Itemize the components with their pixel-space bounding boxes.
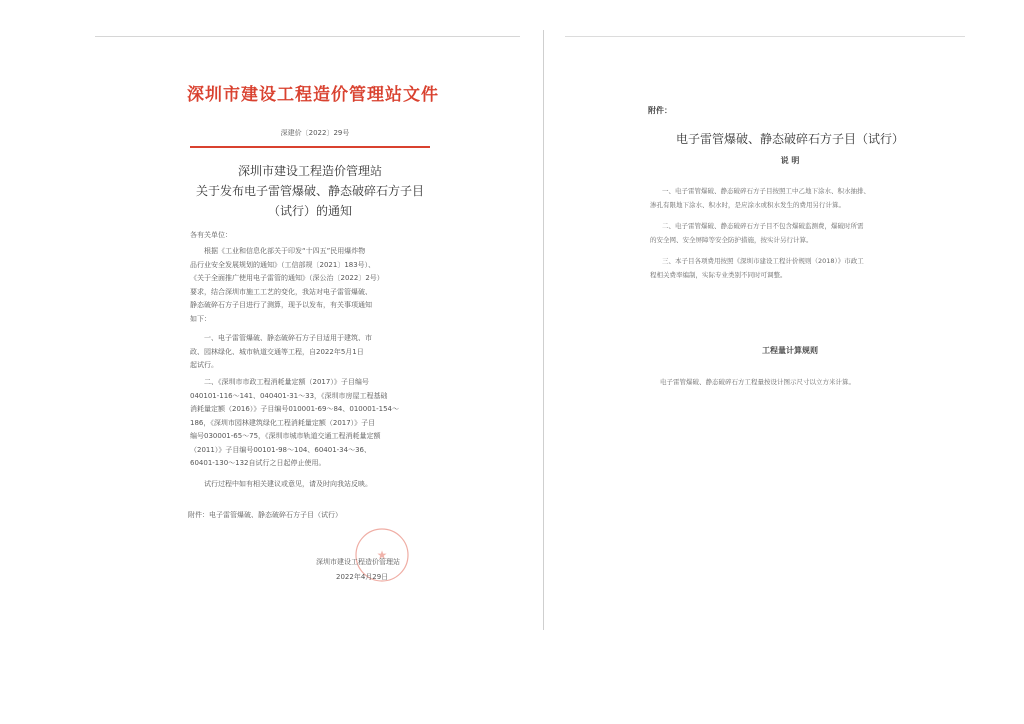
- notice-page: [160, 70, 460, 590]
- text-line: 编号030001-65～75，《深圳市城市轨道交通工程消耗量定额: [190, 432, 381, 440]
- paragraph-item-1: [190, 332, 452, 373]
- page-divider: [543, 30, 544, 630]
- text-line: 三、本子目各项费用按照《深圳市建设工程计价规则（2018）》市政工: [662, 257, 864, 265]
- explanation-item-1: [650, 185, 935, 212]
- signature-organization: 深圳市建设工程造价管理站: [316, 558, 400, 566]
- calculation-rules-text: 电子雷管爆破、静态破碎石方工程量按设计图示尺寸以立方米计算。: [660, 378, 855, 386]
- text-line: 《关于全面推广使用电子雷管的通知》（深公治〔2022〕2号）: [190, 274, 384, 282]
- text-line: 根据《工业和信息化部关于印发“十四五”民用爆炸物: [204, 247, 366, 255]
- text-line: 一、电子雷管爆破、静态破碎石方子目按照工中乙地下涂水、积水抽排、: [662, 187, 870, 195]
- text-line: （2011）》子目编号00101-98～104、60401-34～36、: [190, 445, 371, 454]
- attachment-page: [640, 95, 940, 415]
- text-line: 起试行。: [190, 361, 218, 369]
- text-line: 静态破碎石方子目进行了测算，现予以发布，有关事项通知: [190, 301, 372, 309]
- scan-edge-left: [95, 36, 520, 37]
- salutation: 各有关单位：: [190, 231, 232, 239]
- attachment-reference: 附件：电子雷管爆破、静态破碎石方子目（试行）: [188, 511, 342, 519]
- text-line: 消耗量定额（2016）》子目编号010001-69～84、010001-154～: [190, 405, 399, 413]
- title-line-3: （试行）的通知: [267, 204, 352, 218]
- text-line: 60401-130～132自试行之日起停止使用。: [190, 459, 326, 467]
- paragraph-item-2: [190, 376, 452, 471]
- red-divider-line: [190, 146, 430, 148]
- attachment-title: 电子雷管爆破、静态破碎石方子目（试行）: [675, 132, 904, 146]
- calculation-rules-heading: 工程量计算规则: [762, 346, 818, 355]
- svg-text:★: ★: [376, 548, 388, 562]
- text-line: 政、园林绿化、城市轨道交通等工程，自2022年5月1日: [190, 347, 364, 356]
- text-line: 要求，结合深圳市施工工艺的变化，我站对电子雷管爆破、: [190, 287, 372, 296]
- text-line: 186，《深圳市园林建筑绿化工程消耗量定额（2017）》子目: [190, 418, 376, 427]
- signature-date: 2022年4月29日: [336, 573, 389, 581]
- title-line-2: 关于发布电子雷管爆破、静态破碎石方子目: [195, 184, 424, 198]
- text-line: 二、《深圳市市政工程消耗量定额（2017）》子目编号: [204, 378, 369, 386]
- document-number: 深建价〔2022〕29号: [280, 129, 350, 137]
- text-line: 程相关费率编制，实际专业类别不同时可调整。: [650, 270, 787, 279]
- text-line: 如下：: [190, 314, 211, 323]
- text-line: 品行业安全发展规划的通知》（工信部规〔2021〕183号）、: [190, 260, 376, 269]
- explanation-item-2: [650, 220, 935, 247]
- title-line-1: 深圳市建设工程造价管理站: [237, 164, 382, 178]
- text-line: 二、电子雷管爆破、静态破碎石方子目不包含爆破监测费，爆破时所需: [662, 222, 864, 230]
- paragraph-basis: [190, 245, 452, 326]
- text-line: 040101-116～141、040401-31～33，《深圳市房屋工程基础: [190, 391, 388, 400]
- text-line: 渗孔有限地下涂水、积水时，是应涂水或积水发生的费用另行计算。: [650, 200, 845, 209]
- attachment-label: 附件：: [648, 106, 672, 115]
- document-header: 深圳市建设工程造价管理站文件: [187, 85, 439, 105]
- text-line: 试行过程中如有相关建议或意见，请及时向我站反映。: [204, 480, 372, 488]
- paragraph-feedback: [190, 478, 452, 492]
- scan-edge-right: [565, 36, 965, 37]
- explanation-item-3: [650, 255, 935, 282]
- explanation-heading: 说 明: [780, 156, 800, 165]
- text-line: 的安全网、安全屏障等安全防护措施，按实计另行计算。: [650, 235, 813, 244]
- text-line: 一、电子雷管爆破、静态破碎石方子目适用于建筑、市: [204, 334, 372, 342]
